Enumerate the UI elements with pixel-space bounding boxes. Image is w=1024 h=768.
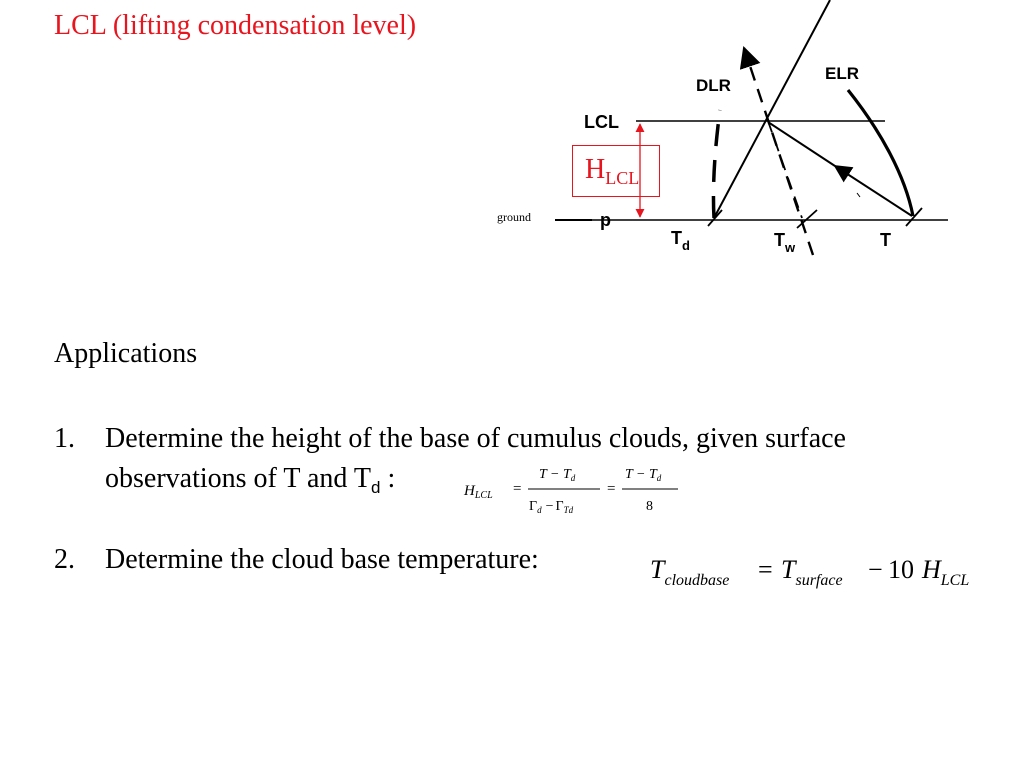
eq1-equals-2: = [607, 481, 616, 497]
elr-curve [848, 90, 913, 216]
eq1-equals: = [513, 481, 522, 497]
td-label: $T_d$ [671, 228, 690, 253]
t-tick [906, 208, 922, 226]
hlcl-equation [462, 460, 692, 520]
item-number: 1. [54, 423, 75, 454]
eq2-lhs: $T_{cloudbase}$ [650, 555, 730, 589]
item-text: Determine the height of the base of cumulus clouds, given surface [105, 423, 846, 454]
tw-label: $T_w$ [774, 230, 796, 255]
lcl-diagram [0, 0, 1024, 300]
hlcl-main: H [585, 154, 606, 185]
p-label: p [600, 210, 611, 230]
hlcl-sub: LCL [605, 168, 640, 188]
eq2-minus: − [868, 555, 883, 584]
cloudbase-equation [646, 548, 996, 598]
dlr-label: DLR [696, 76, 731, 95]
eq1-lhs: $H_{LCL}$ [464, 483, 493, 501]
item-number: 2. [54, 544, 75, 575]
small-mark [857, 193, 860, 197]
slide-title: LCL (lifting condensation level) [54, 10, 417, 41]
item-continuation: observations of T and $T_d$ : [105, 463, 396, 497]
eq1-denominator: $\Gamma_d - \Gamma_{Td}$ [529, 499, 574, 515]
item-text: Determine the cloud base temperature: [105, 544, 539, 575]
elr-label: ELR [825, 64, 859, 83]
eq2-coef: 10 [888, 555, 914, 584]
eq1-numerator: $T - T_d$ [539, 467, 576, 483]
ground-label: ground [497, 210, 531, 224]
eq1-denominator-2: 8 [646, 499, 653, 514]
mixing-ratio-line [714, 0, 830, 218]
eq1-numerator-2: $T - T_d$ [625, 467, 662, 483]
eq2-hlcl: $H_{LCL}$ [922, 555, 970, 589]
hlcl-box [572, 145, 660, 197]
tw-tick [797, 210, 817, 228]
dewpoint-dashed-curve [713, 110, 720, 218]
eq2-surface: $T_{surface}$ [781, 555, 843, 589]
dry-adiabat-upper [768, 122, 835, 166]
applications-heading: Applications [54, 338, 198, 369]
lcl-label: LCL [584, 112, 619, 132]
eq2-equals: = [758, 555, 773, 584]
t-label: T [880, 230, 891, 250]
